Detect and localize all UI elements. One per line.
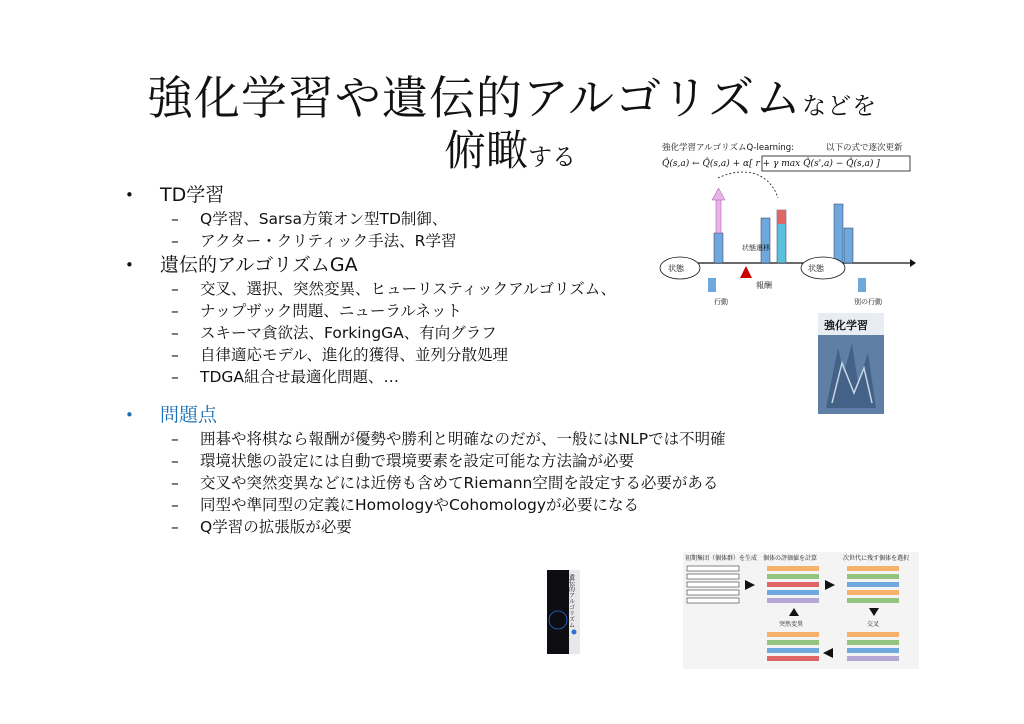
- q-figure-header-right: 以下の式で逐次更新: [826, 143, 903, 153]
- dash-icon: –: [171, 452, 179, 470]
- sub-bullet-text: アクター・クリティック手法、R学習: [200, 232, 457, 250]
- update-arrow: [716, 198, 721, 233]
- dash-icon: –: [171, 232, 179, 250]
- sub-bullet-text: 自律適応モデル、進化的獲得、並列分散処理: [200, 346, 508, 364]
- dash-icon: –: [171, 346, 179, 364]
- sub-bullet-text: 交叉、選択、突然変異、ヒューリスティックアルゴリズム、: [200, 280, 617, 298]
- sub-bullet: [125, 366, 815, 388]
- sub-bullet-text: TDGA組合せ最適化問題、…: [200, 368, 400, 386]
- sub-bullet-text: 交叉や突然変異などには近傍も含めてRiemann空間を設定する必要がある: [200, 474, 719, 492]
- title-main-2: 俯瞰: [443, 126, 528, 175]
- ga-step-label: 次世代に残す個体を選択: [843, 555, 910, 562]
- dash-icon: –: [171, 518, 179, 536]
- action-label: 行動: [714, 298, 728, 306]
- action-bar: [858, 278, 866, 292]
- dashed-link: [718, 172, 778, 198]
- q-bar: [714, 233, 723, 263]
- book-dot: [572, 630, 577, 635]
- sub-bullet-text: 同型や準同型の定義にHomologyやCohomologyが必要になる: [200, 496, 640, 514]
- dash-icon: –: [171, 474, 179, 492]
- state-label: 状態: [808, 264, 824, 273]
- up-arrow-icon: [712, 188, 725, 200]
- sub-bullet: [125, 322, 815, 344]
- dash-icon: –: [171, 368, 179, 386]
- q-bar: [834, 204, 843, 263]
- q-bar: [844, 228, 853, 263]
- q-figure-header: 強化学習アルゴリズムQ-learning:: [662, 143, 795, 153]
- reward-triangle-icon: [740, 266, 752, 278]
- bullet-label: 問題点: [160, 404, 218, 426]
- state-label: 状態: [668, 264, 684, 273]
- q-update-formula: Q̂(s,a) ← Q̂(s,a) + α[ r + γ max Q̂(s',a) − Q̂(s,a) ]: [662, 159, 880, 169]
- bullet-item-problems: [125, 402, 815, 428]
- dash-icon: –: [171, 302, 179, 320]
- q-bar: [761, 218, 770, 263]
- ga-process-figure: [683, 552, 919, 669]
- title-suffix: などを: [802, 92, 878, 120]
- transition-label: 状態遷移: [742, 244, 770, 252]
- sub-bullet: [125, 344, 815, 366]
- bullet-label: 遺伝的アルゴリズムGA: [160, 254, 358, 276]
- bullet-dot-icon: •: [125, 406, 134, 424]
- book-title: 遺伝的アルゴリズム: [567, 574, 575, 628]
- book-cover-reinforcement-learning: [818, 313, 884, 414]
- title-suffix-2: する: [528, 143, 576, 171]
- dash-icon: –: [171, 210, 179, 228]
- reward-label: 報酬: [756, 281, 772, 290]
- q-learning-figure: [658, 138, 916, 308]
- ga-mutation-label: 突然変異: [779, 621, 804, 628]
- dash-icon: –: [171, 280, 179, 298]
- book-cover-genetic-algorithm: [547, 570, 580, 654]
- time-arrow-icon: [910, 259, 916, 267]
- sub-bullet: [125, 428, 815, 450]
- bullet-label: TD学習: [160, 184, 225, 206]
- ga-step-label: 個体の評価値を計算: [763, 555, 818, 562]
- sub-bullet: [125, 494, 815, 516]
- dash-icon: –: [171, 430, 179, 448]
- sub-bullet: [125, 450, 815, 472]
- book-title: 強化学習: [824, 319, 868, 332]
- sub-bullet-text: ナップザック問題、ニューラルネット: [200, 302, 462, 320]
- dash-icon: –: [171, 496, 179, 514]
- other-action-label: 別の行動: [854, 298, 882, 306]
- ga-crossover-label: 交叉: [867, 621, 880, 628]
- action-bar: [708, 278, 716, 292]
- title-main: 強化学習や遺伝的アルゴリズム: [146, 71, 803, 125]
- sub-bullet: [125, 516, 815, 538]
- sub-bullet-text: 環境状態の設定には自動で環境要素を設定可能な方法論が必要: [200, 452, 635, 470]
- bullet-dot-icon: •: [125, 256, 134, 274]
- ga-step-label: 初期集団（個体群）を生成: [685, 555, 758, 562]
- reward-bar-top: [777, 210, 786, 224]
- sub-bullet-text: Q学習、Sarsa方策オン型TD制御、: [200, 210, 448, 228]
- sub-bullet-text: 囲碁や将棋なら報酬が優勢や勝利と明確なのだが、一般にはNLPでは不明確: [200, 430, 726, 448]
- dash-icon: –: [171, 324, 179, 342]
- sub-bullet-text: Q学習の拡張版が必要: [200, 518, 352, 536]
- sub-bullet: [125, 472, 815, 494]
- sub-bullet-text: スキーマ貪欲法、ForkingGA、有向グラフ: [200, 324, 497, 342]
- bullet-dot-icon: •: [125, 186, 134, 204]
